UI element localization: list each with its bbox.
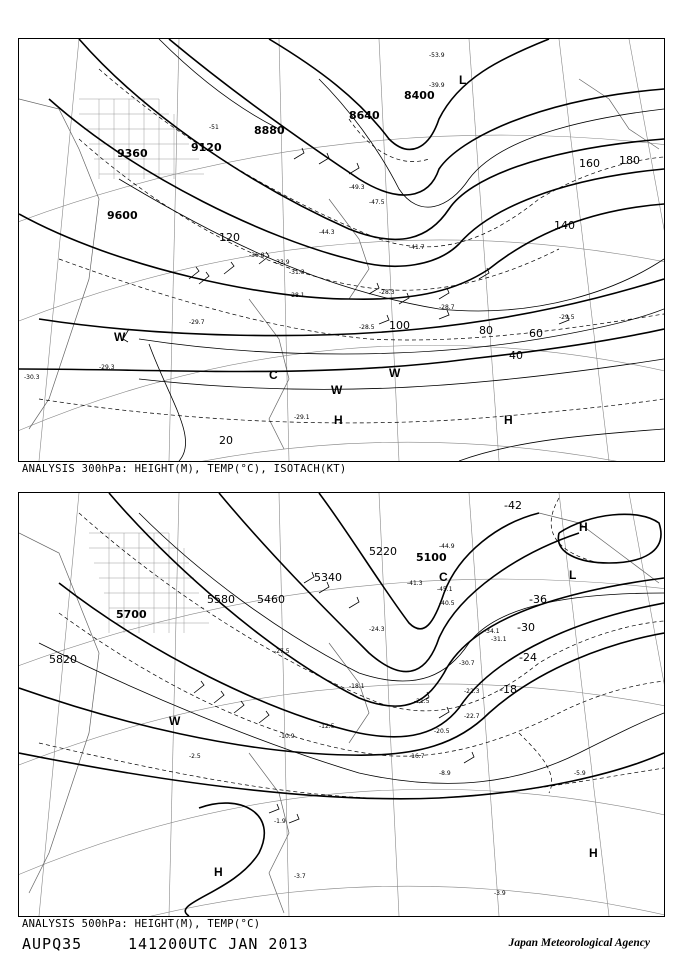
station-value: -22.7 bbox=[464, 713, 480, 720]
height-contours bbox=[19, 493, 664, 916]
isotachs bbox=[119, 39, 664, 461]
map-500hpa bbox=[18, 492, 665, 917]
station-value: -20.5 bbox=[434, 728, 450, 735]
height-label: 9360 bbox=[117, 147, 148, 160]
station-value: -44.9 bbox=[439, 543, 455, 550]
height-label: 5820 bbox=[49, 653, 77, 666]
height-label: 9600 bbox=[107, 209, 138, 222]
station-value: -27.5 bbox=[274, 648, 290, 655]
station-value: -49.3 bbox=[349, 184, 365, 191]
wind-barbs bbox=[123, 148, 569, 342]
isotherm-label: -36 bbox=[529, 593, 547, 606]
warm-marker: W bbox=[114, 330, 126, 344]
low-center: L bbox=[459, 73, 467, 87]
station-value: -8.9 bbox=[439, 770, 451, 777]
caption-500hpa: ANALYSIS 500hPa: HEIGHT(M), TEMP(°C) bbox=[22, 918, 261, 930]
cold-marker: C bbox=[269, 368, 278, 382]
station-value: -10.9 bbox=[279, 733, 295, 740]
station-value: -21.5 bbox=[414, 698, 430, 705]
isotherm-label: -42 bbox=[504, 499, 522, 512]
station-value: -40.5 bbox=[439, 600, 455, 607]
station-value: -16.7 bbox=[409, 753, 425, 760]
height-label: 5460 bbox=[257, 593, 285, 606]
chart-id: AUPQ35 bbox=[22, 935, 83, 953]
high-center: H bbox=[214, 865, 223, 879]
station-value: -29.7 bbox=[189, 319, 205, 326]
station-value: -31.3 bbox=[289, 269, 305, 276]
height-label: 9120 bbox=[191, 141, 222, 154]
station-value: -3.9 bbox=[494, 890, 506, 897]
wind-barbs bbox=[194, 572, 474, 823]
station-value: -28.3 bbox=[379, 289, 395, 296]
station-value: -47.5 bbox=[369, 199, 385, 206]
map-500hpa-canvas bbox=[19, 493, 664, 916]
station-value: -41.3 bbox=[407, 580, 423, 587]
station-value: -12.5 bbox=[319, 723, 335, 730]
isotach-label: 120 bbox=[219, 231, 240, 244]
valid-time: 141200UTC JAN 2013 bbox=[128, 935, 309, 953]
station-value: -18.1 bbox=[349, 683, 365, 690]
height-contours bbox=[19, 39, 664, 372]
thin-contours bbox=[39, 513, 664, 783]
isotach-label: 160 bbox=[579, 157, 600, 170]
high-center: H bbox=[589, 846, 598, 860]
isotach-label: 100 bbox=[389, 319, 410, 332]
station-value: -45.1 bbox=[437, 586, 453, 593]
station-value: -28.1 bbox=[289, 292, 305, 299]
isotach-label: 60 bbox=[529, 327, 543, 340]
isotherm-label: -30 bbox=[517, 621, 535, 634]
station-value: -29.5 bbox=[559, 314, 575, 321]
isotach-label: 80 bbox=[479, 324, 493, 337]
high-center: H bbox=[579, 520, 588, 534]
station-value: -2.5 bbox=[189, 753, 201, 760]
station-value: -1.9 bbox=[274, 818, 286, 825]
isotach-label: 140 bbox=[554, 219, 575, 232]
station-value: -31.1 bbox=[491, 636, 507, 643]
height-label: 5220 bbox=[369, 545, 397, 558]
station-value: -30.7 bbox=[459, 660, 475, 667]
graticule bbox=[19, 39, 664, 461]
station-value: -41.7 bbox=[409, 244, 425, 251]
warm-marker: W bbox=[169, 714, 181, 728]
warm-marker: W bbox=[389, 366, 401, 380]
station-value: -39.9 bbox=[429, 82, 445, 89]
isotach-label: 180 bbox=[619, 154, 640, 167]
graticule bbox=[19, 493, 664, 916]
isotherm-label: -24 bbox=[519, 651, 537, 664]
height-label: 5580 bbox=[207, 593, 235, 606]
map-300hpa bbox=[18, 38, 665, 462]
isotach-label: 40 bbox=[509, 349, 523, 362]
station-value: -36.8 bbox=[249, 252, 265, 259]
cold-marker: C bbox=[439, 570, 448, 584]
isotherms bbox=[39, 498, 664, 799]
station-value: -33.9 bbox=[274, 259, 290, 266]
station-value: -29.1 bbox=[294, 414, 310, 421]
station-value: -28.7 bbox=[439, 304, 455, 311]
warm-marker: W bbox=[331, 383, 343, 397]
station-value: -3.7 bbox=[294, 873, 306, 880]
station-value: -53.9 bbox=[429, 52, 445, 59]
high-center: H bbox=[334, 413, 343, 427]
station-value: -34.1 bbox=[484, 628, 500, 635]
station-value: -29.3 bbox=[99, 364, 115, 371]
low-center: L bbox=[569, 568, 577, 582]
high-center: H bbox=[504, 413, 513, 427]
station-value: -24.3 bbox=[369, 626, 385, 633]
station-value: -44.3 bbox=[319, 229, 335, 236]
height-label: 8880 bbox=[254, 124, 285, 137]
height-label: 8400 bbox=[404, 89, 435, 102]
isotach-label: 20 bbox=[219, 434, 233, 447]
station-value: -51 bbox=[209, 124, 219, 131]
map-300hpa-canvas bbox=[19, 39, 664, 461]
station-value: -22.3 bbox=[464, 688, 480, 695]
isotherm-label: -18 bbox=[499, 683, 517, 696]
station-value: -28.5 bbox=[359, 324, 375, 331]
caption-300hpa: ANALYSIS 300hPa: HEIGHT(M), TEMP(°C), ISOTACH(KT) bbox=[22, 463, 347, 475]
agency-credit: Japan Meteorological Agency bbox=[508, 937, 650, 949]
station-value: -30.3 bbox=[24, 374, 40, 381]
station-value: -5.9 bbox=[574, 770, 586, 777]
height-label: 5340 bbox=[314, 571, 342, 584]
height-label: 8640 bbox=[349, 109, 380, 122]
height-label: 5700 bbox=[116, 608, 147, 621]
height-label: 5100 bbox=[416, 551, 447, 564]
